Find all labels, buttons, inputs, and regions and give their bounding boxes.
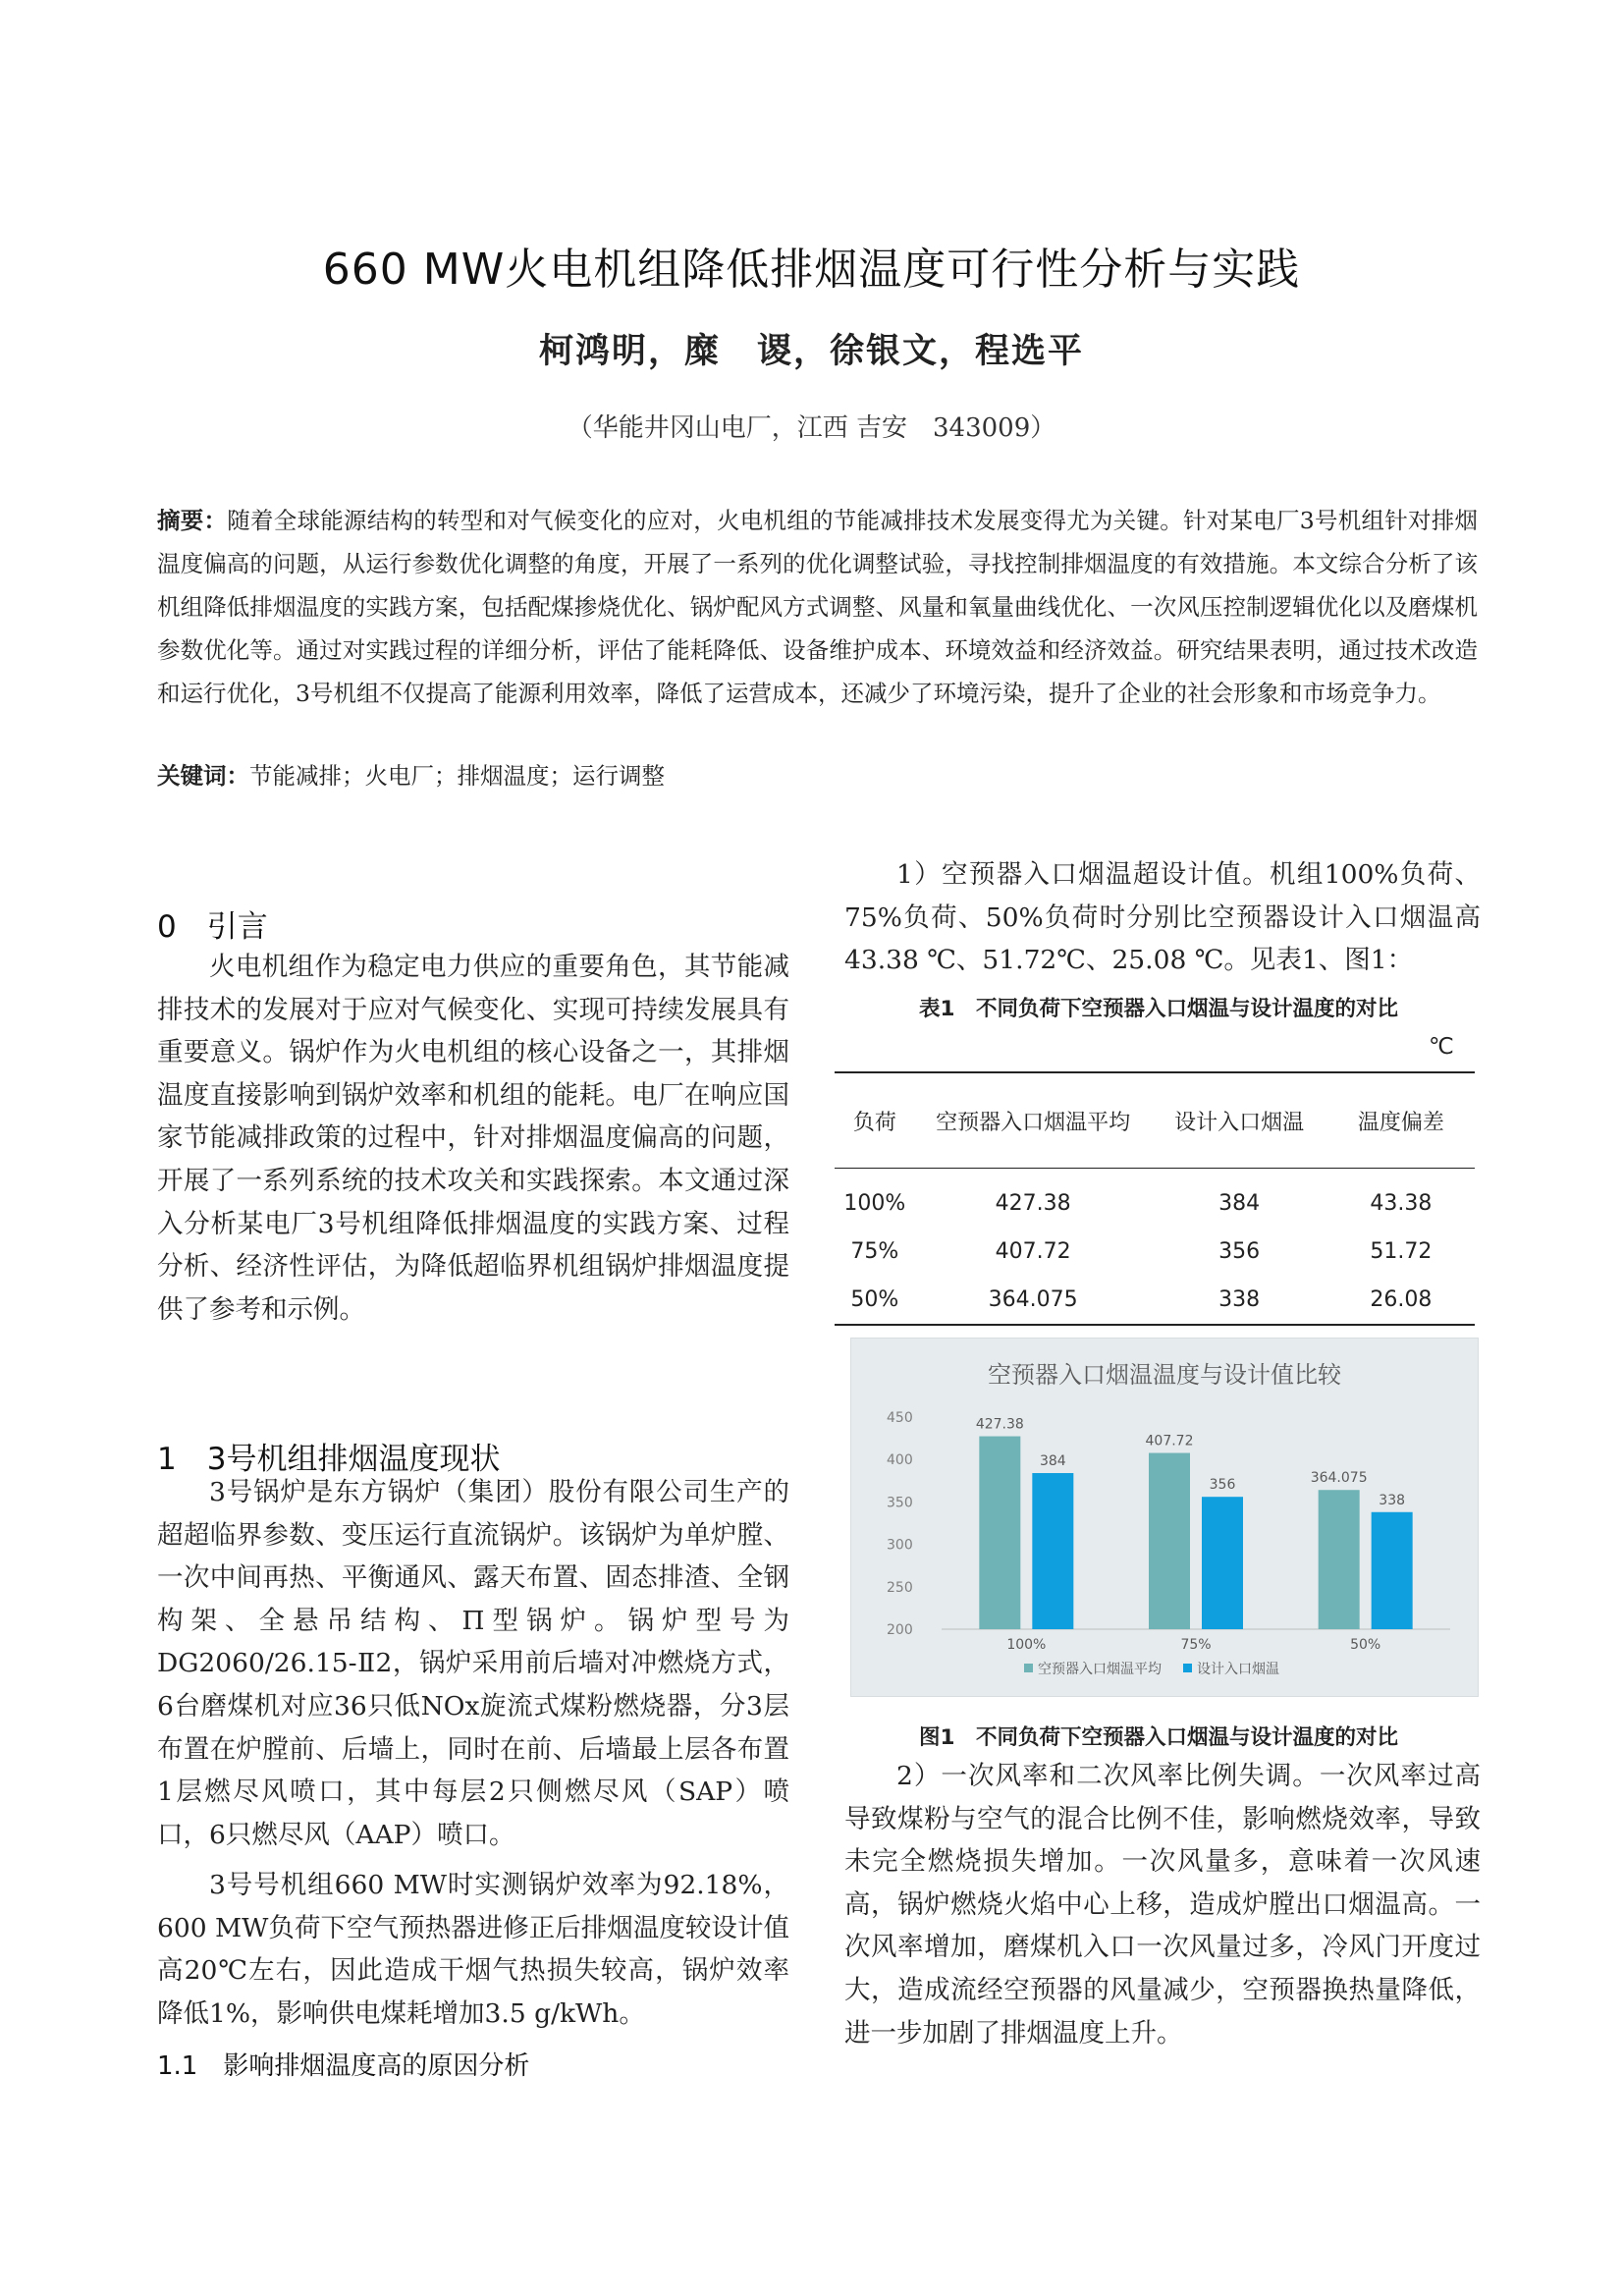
section-1-paragraph-1: 3号锅炉是东方锅炉（集团）股份有限公司生产的超超临界参数、变压运行直流锅炉。该锅炉为单炉膛、一次中间再热、平衡通风、露天布置、固态排渣、全钢构架、全悬吊结构、Π型锅炉。锅炉型号为DG2060/26.15-Ⅱ2，锅炉采用前后墙对冲燃烧方式，6台磨煤机对应36只低NOx旋流式煤粉燃烧器，分3层布置在炉膛前、后墙上，同时在前、后墙最上层各布置1层燃尽风喷口，其中每层2只侧燃尽风（SAP）喷口，6只燃尽风（AAP）喷口。 (157, 1477, 789, 1850)
legend-label: 空预器入口烟温平均 (1038, 1662, 1162, 1677)
keywords-label: 关键词： (157, 762, 249, 790)
abstract-label: 摘要： (157, 507, 228, 534)
bar-data-label: 338 (1379, 1492, 1406, 1508)
item-2-paragraph: 2）一次风率和二次风率比例失调。一次风率过高导致煤粉与空气的混合比例不佳，影响燃烧效率，导致未完全燃烧损失增加。一次风量多，意味着一次风速高，锅炉燃烧火焰中心上移，造成炉膛出口烟温高。一次风率增加，磨煤机入口一次风量过多，冷风门开度过大，造成流经空预器的风量减少，空预器换热量降低，进一步加剧了排烟温度上升。 (844, 1761, 1481, 2049)
bar-data-label: 364.075 (1310, 1470, 1368, 1487)
table-caption: 表1 不同负荷下空预器入口烟温与设计温度的对比 (919, 997, 1398, 1021)
table-unit: ℃ (1429, 1034, 1454, 1060)
comparison-table (835, 1071, 1475, 1326)
x-tick-label: 50% (1350, 1637, 1381, 1653)
y-tick-label: 250 (887, 1579, 913, 1596)
bar-chart-svg (851, 1339, 1478, 1696)
x-tick-label: 100% (1006, 1637, 1047, 1653)
table-row (835, 1169, 1475, 1229)
bar (1372, 1512, 1413, 1629)
keywords (157, 756, 1478, 795)
legend-swatch (1183, 1664, 1192, 1672)
bar (1202, 1497, 1243, 1629)
item-1-paragraph: 1）空预器入口烟温超设计值。机组100%负荷、75%负荷、50%负荷时分别比空预器设计入口烟温高43.38 ℃、51.72℃、25.08 ℃。见表1、图1： (844, 859, 1481, 976)
table-cell: 364.075 (915, 1276, 1152, 1325)
table-header-cell: 负荷 (835, 1072, 915, 1169)
bar-data-label: 384 (1039, 1453, 1066, 1470)
figure-caption: 图1 不同负荷下空预器入口烟温与设计温度的对比 (919, 1725, 1398, 1750)
y-axis-ticks (887, 1410, 913, 1638)
section-0-heading: 0 引言 (157, 909, 268, 945)
section-1-heading: 1 3号机组排烟温度现状 (157, 1442, 501, 1477)
table-header-cell: 温度偏差 (1327, 1072, 1475, 1169)
table-row (835, 1276, 1475, 1325)
paper-title: 660 MW火电机组降低排烟温度可行性分析与实践 (322, 245, 1301, 295)
table-cell: 51.72 (1370, 1239, 1433, 1264)
y-tick-label: 200 (887, 1622, 913, 1638)
y-tick-label: 300 (887, 1537, 913, 1554)
author-list: 柯鸿明，糜 谡，徐银文，程选平 (538, 331, 1084, 371)
table-cell: 43.38 (1370, 1191, 1433, 1216)
table-cell: 100% (843, 1191, 906, 1216)
bar (1032, 1473, 1073, 1629)
table-cell: 50% (835, 1276, 915, 1325)
section-1-1-heading: 1.1 影响排烟温度高的原因分析 (157, 2051, 530, 2081)
x-tick-label: 75% (1180, 1637, 1212, 1653)
table-cell: 356 (1218, 1239, 1261, 1264)
table-header-cell: 空预器入口烟温平均 (915, 1072, 1152, 1169)
table-cell: 384 (1218, 1191, 1261, 1216)
section-0-paragraph: 火电机组作为稳定电力供应的重要角色，其节能减排技术的发展对于应对气候变化、实现可持续发展具有重要意义。锅炉作为火电机组的核心设备之一，其排烟温度直接影响到锅炉效率和机组的能耗。电厂在响应国家节能减排政策的过程中，针对排烟温度偏高的问题，开展了一系列系统的技术攻关和实践探索。本文通过深入分析某电厂3号机组降低排烟温度的实践方案、过程分析、经济性评估，为降低超临界机组锅炉排烟温度提供了参考和示例。 (157, 952, 789, 1325)
x-axis-ticks (1006, 1637, 1380, 1653)
section-1-paragraph-2: 3号号机组660 MW时实测锅炉效率为92.18%，600 MW负荷下空气预热器进修正后排烟温度较设计值高20℃左右，因此造成干烟气热损失较高，锅炉效率降低1%，影响供电煤耗增加3.5 g/kWh。 (157, 1870, 789, 2029)
chart-legend (1024, 1661, 1279, 1677)
bar (1319, 1490, 1360, 1629)
bar-chart (850, 1338, 1479, 1697)
table-header-row (835, 1072, 1475, 1169)
legend-label: 设计入口烟温 (1197, 1662, 1279, 1677)
legend-swatch (1024, 1664, 1033, 1672)
table-row (835, 1228, 1475, 1276)
bar-group (976, 1417, 1413, 1629)
y-tick-label: 400 (887, 1452, 913, 1469)
table-cell: 26.08 (1327, 1276, 1475, 1325)
bar (1149, 1453, 1190, 1629)
chart-title: 空预器入口烟温温度与设计值比较 (988, 1361, 1341, 1389)
bar-data-label: 407.72 (1145, 1433, 1194, 1449)
bar-data-label: 356 (1209, 1477, 1236, 1494)
abstract-text: 随着全球能源结构的转型和对气候变化的应对，火电机组的节能减排技术发展变得尤为关键。针对某电厂3号机组针对排烟温度偏高的问题，从运行参数优化调整的角度，开展了一系列的优化调整试验，寻找控制排烟温度的有效措施。本文综合分析了该机组降低排烟温度的实践方案，包括配煤掺烧优化、锅炉配风方式调整、风量和氧量曲线优化、一次风压控制逻辑优化以及磨煤机参数优化等。通过对实践过程的详细分析，评估了能耗降低、设备维护成本、环境效益和经济效益。研究结果表明，通过技术改造和运行优化，3号机组不仅提高了能源利用效率，降低了运营成本，还减少了环境污染，提升了企业的社会形象和市场竞争力。 (157, 507, 1479, 707)
y-tick-label: 450 (887, 1410, 913, 1426)
table-cell: 407.72 (995, 1239, 1071, 1264)
table-cell: 338 (1152, 1276, 1327, 1325)
y-tick-label: 350 (887, 1495, 913, 1511)
abstract (157, 499, 1478, 715)
table-cell: 75% (850, 1239, 899, 1264)
bar-data-label: 427.38 (975, 1416, 1024, 1433)
keywords-text: 节能减排；火电厂；排烟温度；运行调整 (249, 762, 665, 790)
table-header-cell: 设计入口烟温 (1152, 1072, 1327, 1169)
affiliation: （华能井冈山电厂，江西 吉安 343009） (567, 413, 1056, 443)
bar (979, 1437, 1020, 1629)
table-cell: 427.38 (995, 1191, 1071, 1216)
